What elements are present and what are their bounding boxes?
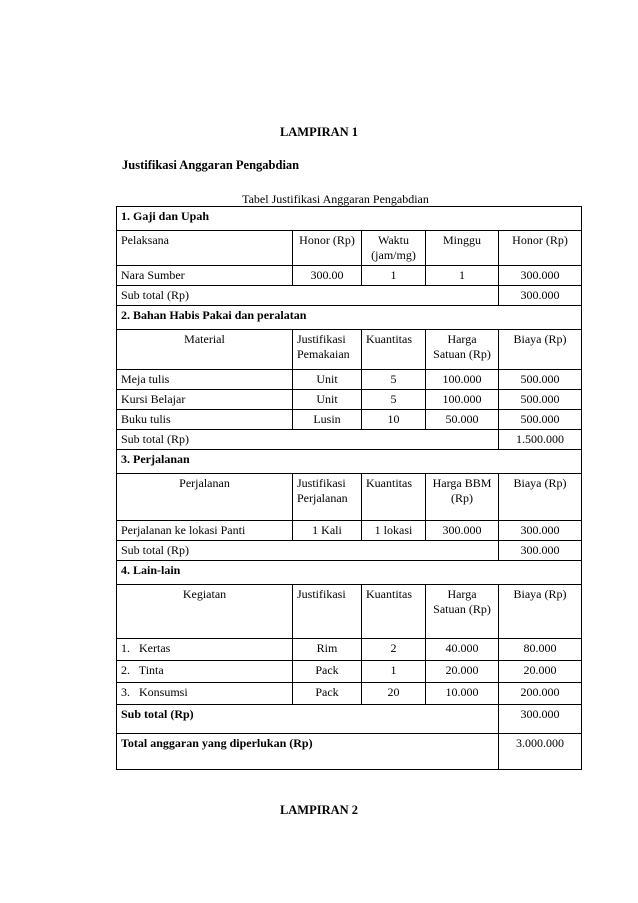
subtotal-value: 300.000: [499, 705, 582, 734]
table-row: [117, 683, 582, 705]
cell: Unit: [293, 370, 362, 390]
cell: 500.000: [499, 370, 582, 390]
col-header: Harga Satuan (Rp): [426, 585, 499, 639]
cell: 2: [362, 639, 426, 661]
cell: Rim: [293, 639, 362, 661]
cell: 1 lokasi: [362, 521, 426, 541]
cell: 2. Tinta: [117, 661, 293, 683]
cell: Lusin: [293, 410, 362, 430]
cell: 1: [362, 661, 426, 683]
col-header: Material: [117, 330, 293, 370]
cell: Pack: [293, 683, 362, 705]
cell: Pack: [293, 661, 362, 683]
subtotal-value: 300.000: [499, 286, 582, 306]
section-heading: Justifikasi Anggaran Pengabdian: [122, 158, 300, 172]
table-row: [117, 410, 582, 430]
table-row: [117, 370, 582, 390]
cell: 100.000: [426, 390, 499, 410]
cell: 3. Konsumsi: [117, 683, 293, 705]
cell: 40.000: [426, 639, 499, 661]
subtotal-label: Sub total (Rp): [117, 430, 499, 450]
subtotal-label: Sub total (Rp): [117, 541, 499, 561]
cell: Kursi Belajar: [117, 390, 293, 410]
cell: 200.000: [499, 683, 582, 705]
col-header: Kegiatan: [117, 585, 293, 639]
col-header: Kuantitas: [362, 330, 426, 370]
col-header: Justifikasi Perjalanan: [293, 474, 362, 521]
cell: 20.000: [499, 661, 582, 683]
cell: 80.000: [499, 639, 582, 661]
col-header: Waktu (jam/mg): [362, 231, 426, 266]
section-2-title: 2. Bahan Habis Pakai dan peralatan: [117, 306, 582, 330]
cell: Perjalanan ke lokasi Panti: [117, 521, 293, 541]
subtotal-label: Sub total (Rp): [117, 286, 499, 306]
col-header: Biaya (Rp): [499, 330, 582, 370]
lampiran-2-title: LAMPIRAN 2: [279, 803, 359, 817]
cell: Meja tulis: [117, 370, 293, 390]
col-header: Justifikasi Pemakaian: [293, 330, 362, 370]
cell: 20: [362, 683, 426, 705]
cell: 1: [362, 266, 426, 286]
subtotal-label: Sub total (Rp): [117, 705, 499, 734]
cell: 300.00: [293, 266, 362, 286]
section-3-title: 3. Perjalanan: [117, 450, 582, 474]
cell: 100.000: [426, 370, 499, 390]
lampiran-1-title: LAMPIRAN 1: [279, 125, 359, 139]
col-header: Kuantitas: [362, 474, 426, 521]
col-header: Kuantitas: [362, 585, 426, 639]
cell: 300.000: [499, 266, 582, 286]
section-1-title: 1. Gaji dan Upah: [117, 207, 582, 231]
col-header: Perjalanan: [117, 474, 293, 521]
cell: 500.000: [499, 390, 582, 410]
cell: 1. Kertas: [117, 639, 293, 661]
cell: 5: [362, 370, 426, 390]
cell: Unit: [293, 390, 362, 410]
section-4-title: 4. Lain-lain: [117, 561, 582, 585]
total-value: 3.000.000: [499, 734, 582, 770]
cell: 5: [362, 390, 426, 410]
cell: 20.000: [426, 661, 499, 683]
cell: Nara Sumber: [117, 266, 293, 286]
cell: 500.000: [499, 410, 582, 430]
col-header: Harga Satuan (Rp): [426, 330, 499, 370]
cell: 1 Kali: [293, 521, 362, 541]
cell: 1: [426, 266, 499, 286]
subtotal-value: 300.000: [499, 541, 582, 561]
cell: 300.000: [499, 521, 582, 541]
table-row: [117, 661, 582, 683]
table-row: [117, 390, 582, 410]
col-header: Minggu: [426, 231, 499, 266]
table-caption: Tabel Justifikasi Anggaran Pengabdian: [242, 192, 429, 206]
subtotal-value: 1.500.000: [499, 430, 582, 450]
col-header: Harga BBM (Rp): [426, 474, 499, 521]
cell: Buku tulis: [117, 410, 293, 430]
budget-table: [116, 206, 582, 770]
total-label: Total anggaran yang diperlukan (Rp): [117, 734, 499, 770]
cell: 50.000: [426, 410, 499, 430]
cell: 10.000: [426, 683, 499, 705]
col-header: Justifikasi: [293, 585, 362, 639]
cell: 10: [362, 410, 426, 430]
table-row: [117, 266, 582, 286]
col-header: Biaya (Rp): [499, 585, 582, 639]
col-header: Honor (Rp): [499, 231, 582, 266]
col-header: Pelaksana: [117, 231, 293, 266]
cell: 300.000: [426, 521, 499, 541]
col-header: Biaya (Rp): [499, 474, 582, 521]
table-row: [117, 639, 582, 661]
col-header: Honor (Rp): [293, 231, 362, 266]
table-row: [117, 521, 582, 541]
